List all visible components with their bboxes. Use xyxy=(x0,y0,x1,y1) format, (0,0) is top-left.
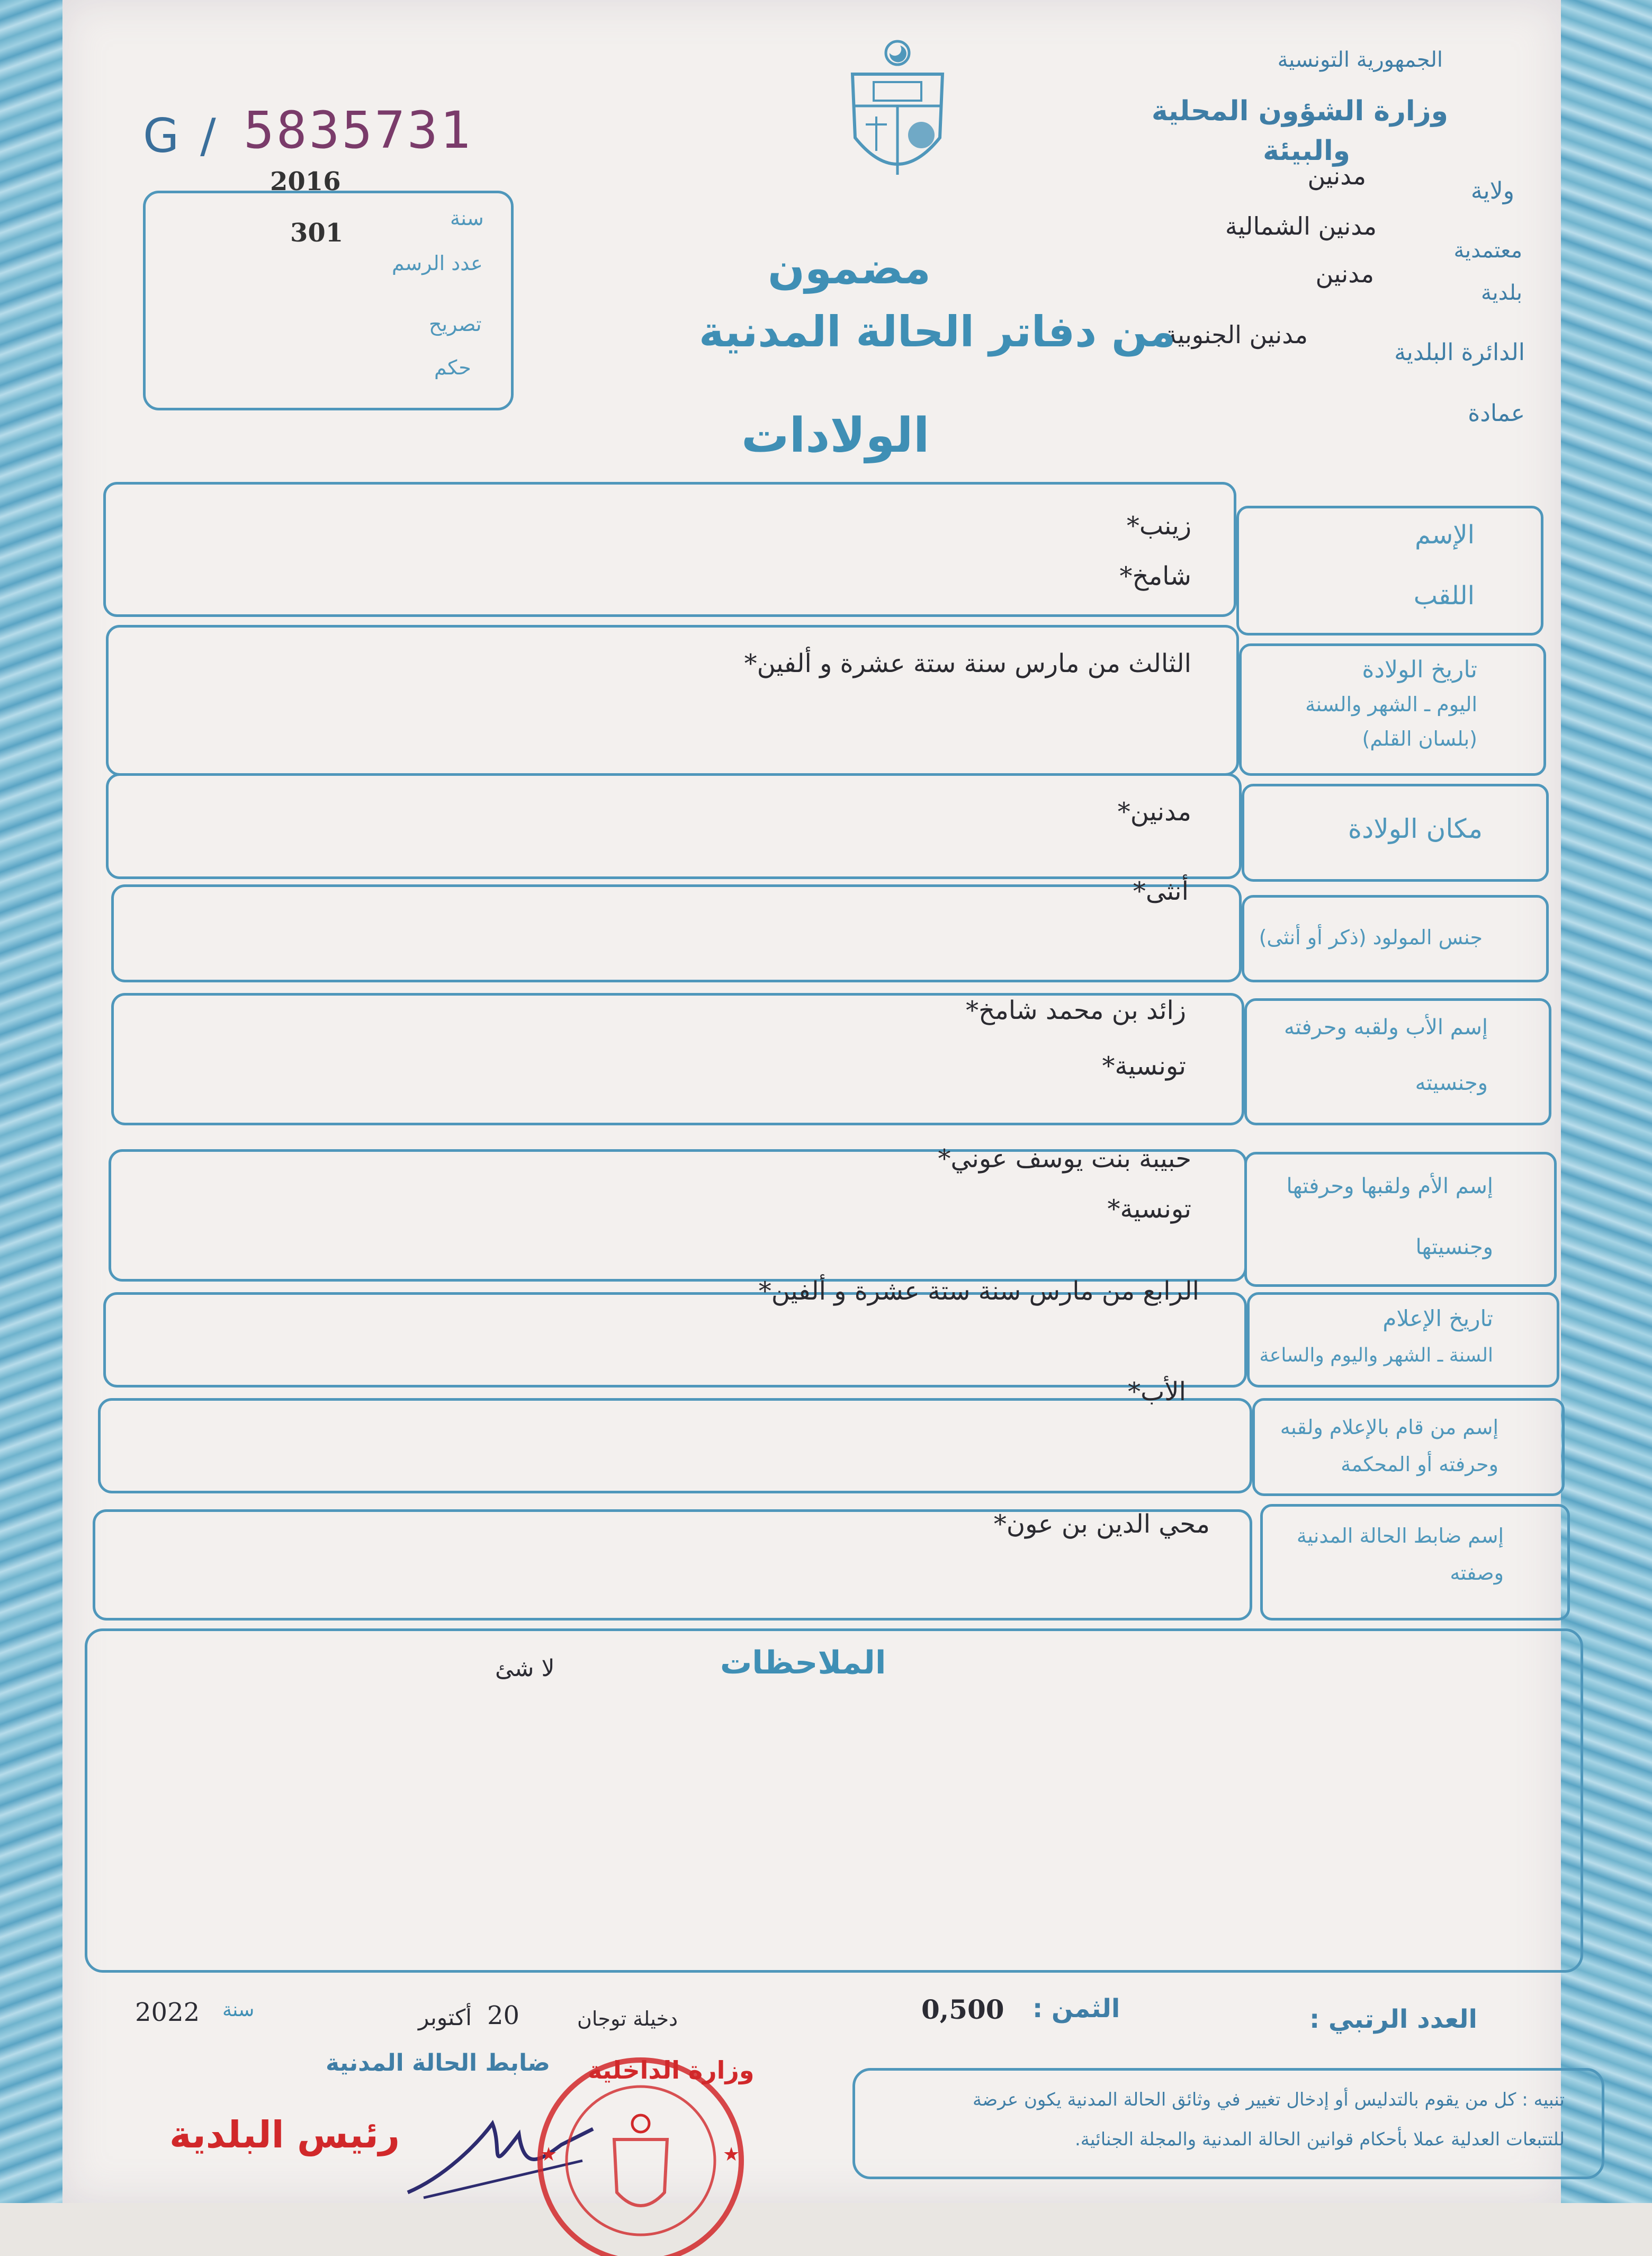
label-father-nationality: وجنسيته xyxy=(1415,1071,1488,1095)
warning-line-1: تنبيه : كل من يقوم بالتدليس أو إدخال تغيير في وثائق الحالة المدنية يكون عرضة xyxy=(973,2089,1565,2110)
label-mother: إسم الأم ولقبها وحرفتها xyxy=(1286,1174,1493,1198)
imada-label: عمادة xyxy=(1468,400,1525,427)
serial-number-label: العدد الرتبي : xyxy=(1309,2004,1477,2034)
value-father: زائد بن محمد شامخ* xyxy=(966,996,1186,1025)
ministry-line-2: والبيئة xyxy=(1263,135,1350,167)
registry-declaration-label: تصريح xyxy=(429,312,482,336)
label-birth-date-detail: اليوم ـ الشهر والسنة xyxy=(1305,693,1477,716)
issue-place: دخيلة توجان xyxy=(577,2007,678,2030)
issue-day: 20 xyxy=(487,2001,520,2030)
value-sex: أنثى* xyxy=(1133,876,1189,906)
registers-title: من دفاتر الحالة المدنية xyxy=(699,307,1176,356)
price-value: 0,500 xyxy=(921,1994,1004,2025)
label-declarant-occupation: وحرفته أو المحكمة xyxy=(1341,1453,1498,1476)
label-birth-date-words: (بلسان القلم) xyxy=(1362,727,1477,750)
value-last-name: شامخ* xyxy=(1119,561,1191,591)
registry-year-value: 2016 xyxy=(270,167,341,196)
value-birth-place: مدنين* xyxy=(1117,797,1191,827)
issue-month: أكتوبر xyxy=(418,2004,472,2030)
registry-judgment-label: حكم xyxy=(434,356,471,379)
issue-year: 2022 xyxy=(135,1998,200,2027)
label-officer: إسم ضابط الحالة المدنية xyxy=(1296,1524,1504,1547)
delegation-value: مدنين الشمالية xyxy=(1225,212,1377,240)
serial-prefix: G / xyxy=(143,109,219,163)
value-birth-date: الثالث من مارس سنة ستة عشرة و ألفين* xyxy=(744,649,1191,678)
municipality-label: بلدية xyxy=(1481,281,1522,305)
municipality-value: مدنين xyxy=(1315,259,1374,288)
republic-label: الجمهورية التونسية xyxy=(1277,48,1443,72)
svg-text:★: ★ xyxy=(723,2144,740,2165)
field-row-birth-date-box xyxy=(106,625,1239,776)
label-mother-nationality: وجنسيتها xyxy=(1415,1235,1493,1259)
registry-number-value: 301 xyxy=(290,218,344,248)
ministry-line-1: وزارة الشؤون المحلية xyxy=(1151,95,1448,127)
label-birth-place: مكان الولادة xyxy=(1348,813,1483,844)
field-row-sex-box xyxy=(111,884,1242,982)
value-declaration-date: الرابع من مارس سنة ستة عشرة و ألفين* xyxy=(758,1276,1199,1306)
stamp-text: وزارة الداخلية xyxy=(588,2056,755,2084)
officer-title: ضابط الحالة المدنية xyxy=(326,2049,551,2076)
decorative-border-left xyxy=(0,0,69,2203)
label-officer-capacity: وصفته xyxy=(1450,1561,1504,1584)
tunisia-coat-of-arms-icon xyxy=(837,37,958,196)
value-declarant: الأب* xyxy=(1128,1377,1186,1407)
notes-value: لا شئ xyxy=(495,1655,555,1682)
field-row-declaration-date-box xyxy=(103,1292,1247,1387)
issue-year-label: سنة xyxy=(222,1999,255,2021)
price-label: الثمن : xyxy=(1032,1994,1120,2024)
field-row-name-box xyxy=(103,482,1236,617)
field-label-name-box xyxy=(1236,506,1543,635)
field-row-birth-place-box xyxy=(106,773,1242,879)
warning-notice-box xyxy=(852,2068,1604,2179)
mayor-title: رئيس البلدية xyxy=(169,2113,400,2156)
label-first-name: الإسم xyxy=(1415,520,1475,550)
official-stamp-icon xyxy=(514,2034,768,2256)
label-declarant: إسم من قام بالإعلام ولقبه xyxy=(1280,1416,1498,1439)
value-father-nationality: تونسية* xyxy=(1102,1051,1186,1081)
value-mother-nationality: تونسية* xyxy=(1107,1194,1191,1224)
governorate-value: مدنين xyxy=(1307,162,1366,190)
value-officer: محي الدين بن عون* xyxy=(993,1509,1210,1539)
extract-title: مضمون xyxy=(768,244,931,294)
registry-year-label: سنة xyxy=(450,207,484,230)
births-title: الولادات xyxy=(741,408,930,463)
label-last-name: اللقب xyxy=(1413,581,1475,611)
serial-number: 5835731 xyxy=(244,101,473,160)
label-declaration-date: تاريخ الإعلام xyxy=(1382,1305,1493,1331)
registry-number-label: عدد الرسم xyxy=(392,252,483,275)
governorate-label: ولاية xyxy=(1470,177,1514,204)
label-sex: جنس المولود (ذكر أو أنثى) xyxy=(1259,926,1483,949)
label-father: إسم الأب ولقبه وحرفته xyxy=(1284,1015,1488,1040)
label-declaration-date-detail: السنة ـ الشهر واليوم والساعة xyxy=(1259,1345,1493,1366)
field-row-declarant-box xyxy=(98,1398,1252,1493)
svg-text:★: ★ xyxy=(540,2144,558,2165)
delegation-label: معتمدية xyxy=(1453,238,1522,263)
district-value: مدنين الجنوبية xyxy=(1164,320,1308,349)
value-mother: حبيبة بنت يوسف عوني* xyxy=(938,1144,1191,1174)
label-birth-date: تاريخ الولادة xyxy=(1362,656,1477,683)
warning-line-2: للتتبعات العدلية عملا بأحكام قوانين الحالة المدنية والمجلة الجنائية. xyxy=(1074,2129,1565,2150)
district-label: الدائرة البلدية xyxy=(1394,339,1525,366)
value-first-name: زينب* xyxy=(1126,511,1191,541)
notes-label: الملاحظات xyxy=(720,1644,886,1681)
